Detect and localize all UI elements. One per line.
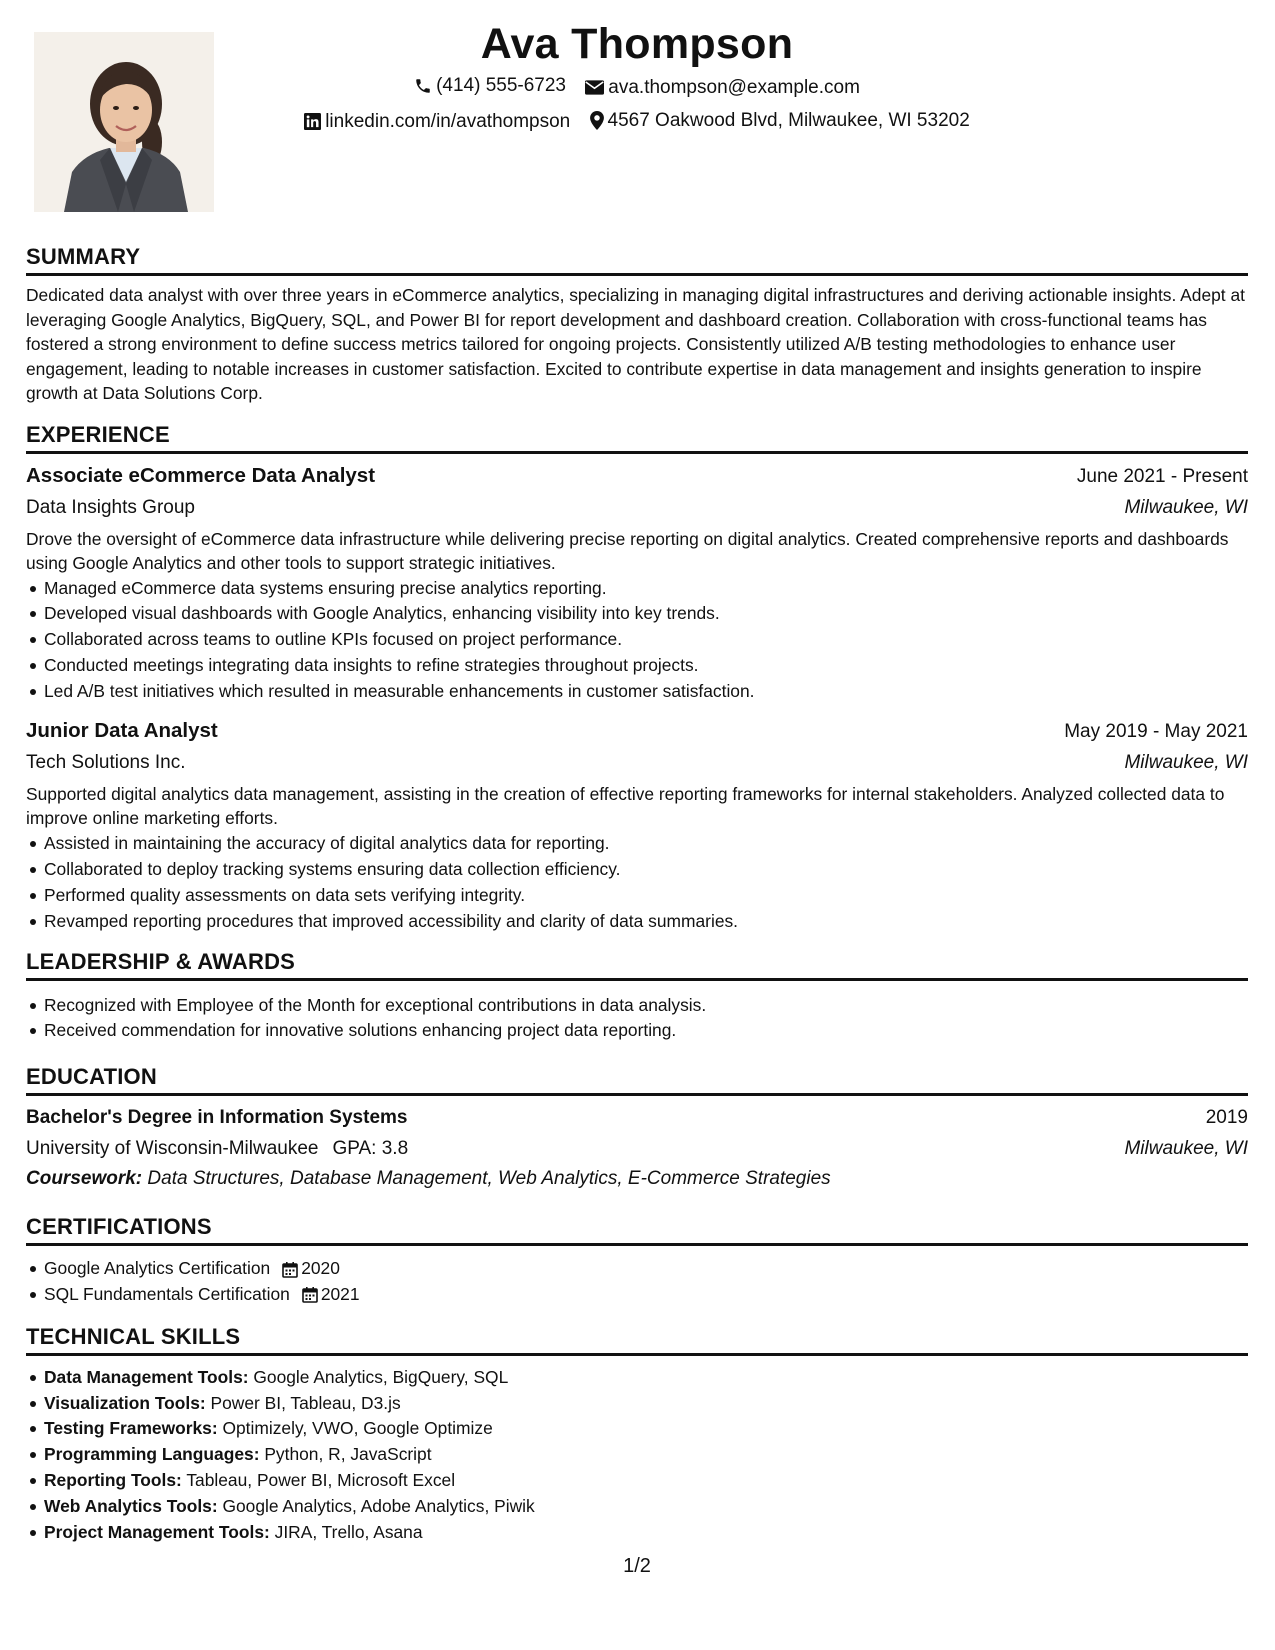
- list-item: [44, 1442, 1248, 1468]
- job-dates: May 2019 - May 2021: [1064, 721, 1248, 743]
- certification-name: Google Analytics Certification: [44, 1258, 271, 1279]
- certifications-list: [26, 1256, 1248, 1308]
- experience-entry: [26, 461, 1248, 705]
- experience-entry: [26, 716, 1248, 934]
- linkedin-icon: [304, 113, 321, 130]
- page-number: 1/2: [623, 1555, 651, 1577]
- school-name: University of Wisconsin-Milwaukee: [26, 1138, 319, 1160]
- leadership-list: [26, 993, 1248, 1045]
- coursework-label: Coursework:: [26, 1168, 143, 1190]
- skill-category: Testing Frameworks:: [44, 1418, 218, 1439]
- coursework-list: Data Structures, Database Management, Web Analytics, E-Commerce Strategies: [147, 1168, 831, 1190]
- experience-section: [26, 422, 1248, 935]
- candidate-name: Ava Thompson: [480, 20, 794, 68]
- address-contact: [590, 105, 970, 136]
- gpa: GPA: 3.8: [332, 1138, 409, 1160]
- phone-number: (414) 555-6723: [436, 75, 566, 96]
- contact-line-1: [26, 70, 1248, 105]
- job-bullets: [26, 576, 1248, 705]
- skill-category: Project Management Tools:: [44, 1521, 270, 1542]
- job-title: Associate eCommerce Data Analyst: [26, 463, 376, 487]
- company-name: Data Insights Group: [26, 496, 195, 518]
- school-location: Milwaukee, WI: [1124, 1138, 1248, 1160]
- skill-values: Optimizely, VWO, Google Optimize: [222, 1418, 493, 1439]
- skill-values: Google Analytics, Adobe Analytics, Piwik: [222, 1495, 535, 1516]
- section-heading-leadership: LEADERSHIP & AWARDS: [26, 949, 1248, 981]
- list-item: Managed eCommerce data systems ensuring precise analytics reporting.: [44, 576, 1248, 602]
- resume-page: [26, 0, 1248, 1650]
- skill-values: Python, R, JavaScript: [264, 1444, 432, 1465]
- list-item: Performed quality assessments on data sets verifying integrity.: [44, 883, 1248, 909]
- skill-category: Programming Languages:: [44, 1444, 260, 1465]
- coursework: [26, 1164, 1248, 1194]
- job-title: Junior Data Analyst: [26, 719, 218, 743]
- list-item: Led A/B test initiatives which resulted in measurable enhancements in customer satisfaction.: [44, 679, 1248, 705]
- summary-section: [26, 244, 1248, 406]
- certification-year: 2020: [301, 1258, 340, 1279]
- company-name: Tech Solutions Inc.: [26, 752, 186, 774]
- list-item: Conducted meetings integrating data insights to refine strategies throughout projects.: [44, 653, 1248, 679]
- section-heading-skills: TECHNICAL SKILLS: [26, 1324, 1248, 1356]
- contact-line-2: [26, 105, 1248, 140]
- resume-header: [26, 18, 1248, 140]
- list-item: Developed visual dashboards with Google Analytics, enhancing visibility into key trends.: [44, 601, 1248, 627]
- certification-name: SQL Fundamentals Certification: [44, 1284, 290, 1305]
- list-item: Collaborated across teams to outline KPIs focused on project performance.: [44, 627, 1248, 653]
- job-bullets: [26, 831, 1248, 934]
- certifications-section: [26, 1214, 1248, 1308]
- skills-list: [26, 1365, 1248, 1546]
- education-section: [26, 1064, 1248, 1194]
- email-contact[interactable]: [585, 72, 860, 103]
- email-address[interactable]: ava.thompson@example.com: [608, 76, 860, 98]
- list-item: Received commendation for innovative solutions enhancing project data reporting.: [44, 1018, 1248, 1044]
- summary-text: Dedicated data analyst with over three years in eCommerce analytics, specializing in managing digital infrastructures and deriving actionable insights. Adept at leveraging Google Analytics, BigQuery, SQL, and Power BI for report development and dashboard creation. Collaboration with cross-functional teams has fostered a strong environment to define success metrics tailored for ongoing projects. Consistently utilized A/B testing methodologies to enhance user engagement, leading to notable increases in customer satisfaction. Excited to contribute expertise in data management and insights generation to inspire growth at Data Solutions Corp.: [26, 285, 1245, 403]
- envelope-icon: [585, 80, 604, 95]
- section-heading-certifications: CERTIFICATIONS: [26, 1214, 1248, 1246]
- calendar-icon: [282, 1261, 298, 1278]
- phone-icon: [414, 77, 432, 95]
- skills-section: [26, 1324, 1248, 1546]
- skill-category: Reporting Tools:: [44, 1470, 182, 1491]
- phone-contact: [414, 70, 566, 101]
- resume-body: [26, 244, 1248, 1545]
- list-item: Collaborated to deploy tracking systems ensuring data collection efficiency.: [44, 857, 1248, 883]
- section-heading-education: EDUCATION: [26, 1064, 1248, 1096]
- section-heading-experience: EXPERIENCE: [26, 422, 1248, 454]
- job-location: Milwaukee, WI: [1124, 752, 1248, 774]
- list-item: [44, 1520, 1248, 1546]
- list-item: [44, 1365, 1248, 1391]
- graduation-year: 2019: [1205, 1107, 1248, 1129]
- certification-year: 2021: [320, 1284, 360, 1305]
- skill-values: Google Analytics, BigQuery, SQL: [253, 1366, 509, 1387]
- skill-category: Web Analytics Tools:: [44, 1495, 218, 1516]
- linkedin-url[interactable]: linkedin.com/in/avathompson: [325, 110, 571, 132]
- list-item: [44, 1468, 1248, 1494]
- job-description: Supported digital analytics data management, assisting in the creation of effective reporting frameworks for internal stakeholders. Analyzed collected data to improve online marketing efforts.: [26, 784, 1225, 829]
- school-line: [26, 1133, 408, 1164]
- list-item: Assisted in maintaining the accuracy of digital analytics data for reporting.: [44, 831, 1248, 857]
- degree-name: Bachelor's Degree in Information Systems: [26, 1107, 408, 1129]
- job-description: Drove the oversight of eCommerce data infrastructure while delivering precise reporting on digital analytics. Created comprehensive reports and dashboards using Google Analytics and other tools to support strategic initiatives.: [26, 528, 1229, 573]
- list-item: Revamped reporting procedures that improved accessibility and clarity of data summaries.: [44, 909, 1248, 935]
- skill-values: JIRA, Trello, Asana: [274, 1521, 423, 1542]
- job-dates: June 2021 - Present: [1076, 465, 1248, 487]
- leadership-section: [26, 949, 1248, 1045]
- skill-values: Tableau, Power BI, Microsoft Excel: [186, 1470, 456, 1491]
- list-item: [44, 1416, 1248, 1442]
- calendar-icon: [302, 1286, 318, 1303]
- location-pin-icon: [590, 111, 604, 130]
- linkedin-contact[interactable]: [304, 106, 570, 137]
- skill-values: Power BI, Tableau, D3.js: [210, 1392, 401, 1413]
- section-heading-summary: SUMMARY: [26, 244, 1248, 276]
- skill-category: Data Management Tools:: [44, 1366, 249, 1387]
- list-item: [44, 1256, 1248, 1282]
- list-item: [44, 1282, 1248, 1308]
- job-location: Milwaukee, WI: [1124, 496, 1248, 518]
- street-address: 4567 Oakwood Blvd, Milwaukee, WI 53202: [607, 109, 970, 131]
- list-item: [44, 1494, 1248, 1520]
- list-item: Recognized with Employee of the Month for exceptional contributions in data analysis.: [44, 993, 1248, 1019]
- list-item: [44, 1391, 1248, 1417]
- skill-category: Visualization Tools:: [44, 1392, 206, 1413]
